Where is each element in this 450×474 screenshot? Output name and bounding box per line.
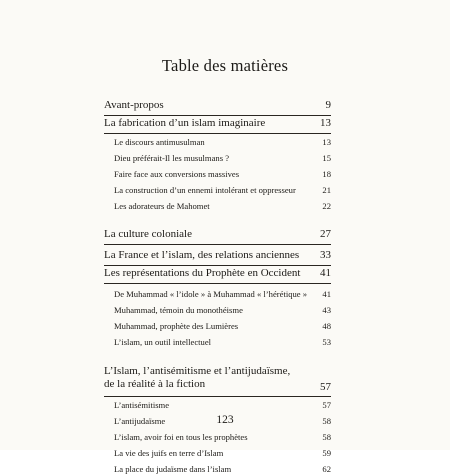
divider (104, 283, 331, 284)
divider (104, 115, 331, 116)
toc-entry-main (104, 117, 331, 129)
divider (104, 396, 331, 397)
toc-entry-main (104, 249, 331, 261)
toc-entry-sub (114, 432, 331, 442)
toc-entry-label: L’antisémitisme (114, 400, 170, 410)
toc-entry-sub (114, 464, 331, 474)
toc-entry-main (104, 365, 331, 391)
toc-entry-page: 58 (322, 432, 331, 442)
toc-entry-sub (114, 337, 331, 347)
toc-entry-label: La France et l’islam, des relations anciennes (104, 249, 300, 261)
toc-entry-page: 59 (322, 448, 331, 458)
toc-entry-sub (114, 153, 331, 163)
toc-entry-sub (114, 305, 331, 315)
toc-entry-label: Faire face aux conversions massives (114, 169, 240, 179)
toc-entry-label: La place du judaïsme dans l’islam (114, 464, 232, 474)
toc-entry-page: 22 (322, 201, 331, 211)
toc-entry-page: 58 (322, 416, 331, 426)
toc-entry-label: Les adorateurs de Mahomet (114, 201, 210, 211)
toc-entry-page: 13 (320, 117, 331, 129)
toc-entry-page: 9 (325, 99, 331, 111)
toc-entry-label: Dieu préférait-Il les musulmans ? (114, 153, 230, 163)
toc-entry-main (104, 228, 331, 240)
toc-entry-page: 41 (320, 267, 331, 279)
toc-entry-sub (114, 321, 331, 331)
toc-entry-label: L’islam, avoir foi en tous les prophètes (114, 432, 248, 442)
toc-entry-label: La fabrication d’un islam imaginaire (104, 117, 266, 129)
toc-entry-page: 43 (322, 305, 331, 315)
toc-entry-page: 33 (320, 249, 331, 261)
toc-entry-sub (114, 400, 331, 410)
toc-entry-label: L’Islam, l’antisémitisme et l’antijudaïsme, de la réalité à la fiction (104, 365, 291, 390)
toc-entry-label: Le discours antimusulman (114, 137, 205, 147)
toc-entry-page: 57 (322, 400, 331, 410)
toc-entry-page: 41 (322, 289, 331, 299)
toc-entry-sub (114, 169, 331, 179)
toc-entry-page: 53 (322, 337, 331, 347)
toc-entry-label: Avant-propos (104, 99, 164, 111)
toc-entry-sub (114, 185, 331, 195)
toc-entry-page: 18 (322, 169, 331, 179)
toc-entry-label: De Muhammad « l’idole » à Muhammad « l’hérétique » (114, 289, 308, 299)
toc-entry-main (104, 99, 331, 111)
page-title: Table des matières (161, 56, 289, 75)
page-number: 123 (216, 414, 234, 426)
divider (104, 133, 331, 134)
toc-entry-sub (114, 289, 331, 299)
toc-entry-page: 13 (322, 137, 331, 147)
toc-entry-label: La construction d’un ennemi intolérant et oppresseur (114, 185, 296, 195)
toc-entry-main (104, 267, 331, 279)
toc-entry-label: L’antijudaïsme (114, 416, 166, 426)
toc-entry-sub (114, 201, 331, 211)
toc-entry-page: 62 (322, 464, 331, 474)
toc-entry-label: La culture coloniale (104, 228, 192, 240)
toc-entry-label: Les représentations du Prophète en Occident (104, 267, 301, 279)
toc-entry-label: L’islam, un outil intellectuel (114, 337, 212, 347)
toc-entry-page: 48 (322, 321, 331, 331)
toc-entry-page: 21 (322, 185, 331, 195)
toc-entry-label: Muhammad, prophète des Lumières (114, 321, 239, 331)
divider (104, 265, 331, 266)
divider (104, 244, 331, 245)
toc-entry-page: 57 (320, 381, 331, 393)
toc-entry-label: Muhammad, témoin du monothéisme (114, 305, 243, 315)
toc-entry-label: La vie des juifs en terre d’Islam (114, 448, 224, 458)
toc-entry-page: 15 (322, 153, 331, 163)
toc-entry-page: 27 (320, 228, 331, 240)
toc-entry-sub (114, 137, 331, 147)
